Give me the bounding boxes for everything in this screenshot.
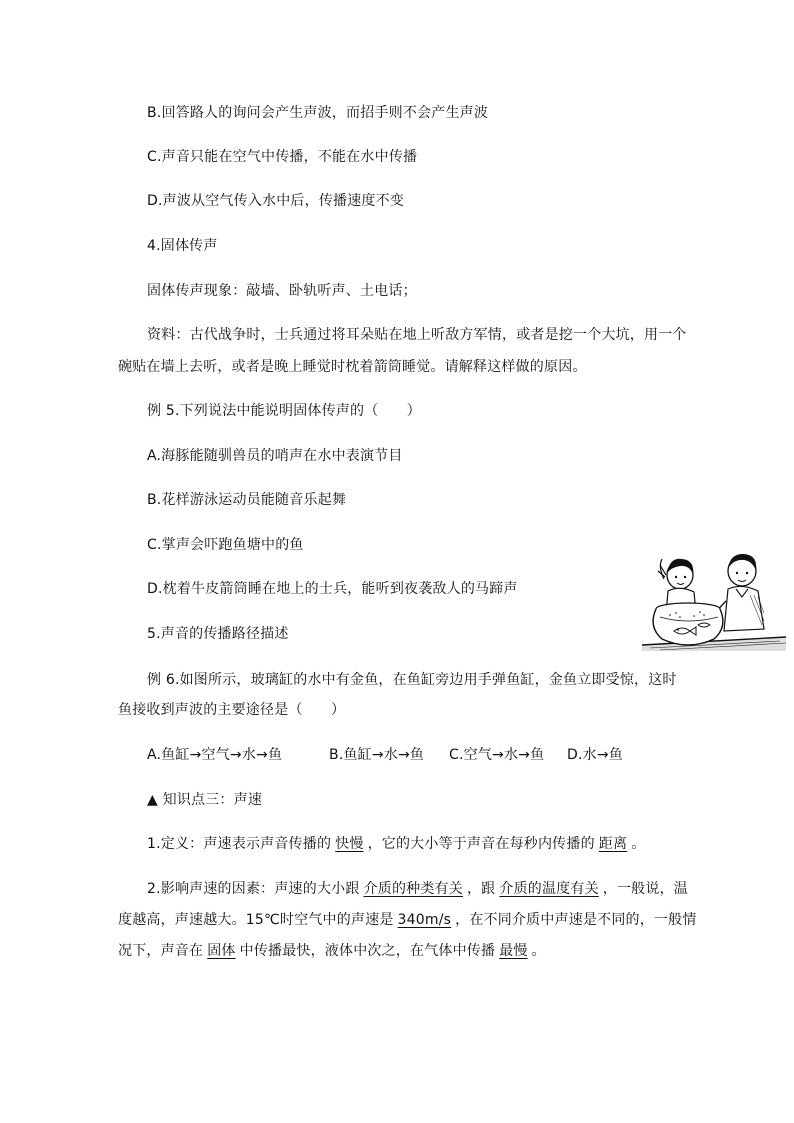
blank-answer-medium-type: 介质的种类有关 [363,881,463,897]
example-5-option-b: B.花样游泳运动员能随音乐起舞 [147,492,347,508]
factors-line-3 [118,941,546,961]
fishbowl [653,603,723,645]
material-line-1: 资料：古代战争时，士兵通过将耳朵贴在地上听敌方军情，或者是挖一个大坑，用一个 [147,327,687,343]
factors-text-1: 2.影响声速的因素：声速的大小跟 [147,881,360,897]
definition-text-2: ，它的大小等于声音在每秒内传播的 [367,836,595,852]
example-6-choice-d: D.水→鱼 [567,747,623,763]
fishbowl-children-illustration [640,545,788,653]
factors-text-6: 况下，声音在 [118,943,204,959]
factors-text-4: 度越高，声速越大。15℃时空气中的声速是 [118,912,394,928]
blank-answer-solid: 固体 [207,943,236,959]
example-5-question: 例 5.下列说法中能说明固体传声的（ ） [147,403,422,419]
factors-line-2 [118,910,697,930]
solid-phenomena-line: 固体传声现象：敲墙、卧轨听声、土电话； [147,283,417,299]
option-b-line: B.回答路人的询问会产生声波，而招手则不会产生声波 [147,105,489,121]
option-d-line: D.声波从空气传入水中后，传播速度不变 [147,193,405,209]
factors-text-8: 。 [531,943,546,959]
blank-answer-340: 340m/s [397,912,452,928]
material-line-2: 碗贴在墙上去听，或者是晚上睡觉时枕着箭筒睡觉。请解释这样做的原因。 [118,359,587,375]
example-6-choice-c: C.空气→水→鱼 [449,747,545,763]
section-heading-path: 5.声音的传播路径描述 [147,626,289,642]
example-6-choice-a: A.鱼缸→空气→水→鱼 [147,747,283,763]
blank-answer-medium-temp: 介质的温度有关 [499,881,599,897]
factors-text-2: ，跟 [466,881,496,897]
definition-text-3: 。 [631,836,646,852]
section-heading-solid: 4.固体传声 [147,238,218,254]
example-6-question-1: 例 6.如图所示，玻璃缸的水中有金鱼，在鱼缸旁边用手弹鱼缸，金鱼立即受惊，这时 [147,672,677,688]
factors-text-5: ，在不同介质中声速是不同的，一般情 [455,912,697,928]
example-5-option-a: A.海豚能随驯兽员的哨声在水中表演节目 [147,448,403,464]
factors-text-7: 中传播最快，液体中次之，在气体中传播 [239,943,496,959]
factors-text-3: ，一般说，温 [602,881,688,897]
example-5-option-c: C.掌声会吓跑鱼塘中的鱼 [147,537,304,553]
example-6-question-2: 鱼接收到声波的主要途径是（ ） [118,702,346,718]
blank-answer-slowest: 最慢 [499,943,528,959]
blank-answer-distance: 距离 [598,836,628,852]
blank-answer-speed: 快慢 [335,836,364,852]
definition-text-1: 1.定义：声速表示声音传播的 [147,836,332,852]
factors-line-1 [147,879,688,899]
example-6-choices [147,745,623,765]
example-6-choice-b: B.鱼缸→水→鱼 [329,747,425,763]
example-5-option-d: D.枕着牛皮箭筒睡在地上的士兵，能听到夜袭敌人的马蹄声 [147,581,518,597]
knowledge-point-heading: ▲ 知识点三：声速 [147,792,263,808]
option-c-line: C.声音只能在空气中传播，不能在水中传播 [147,149,418,165]
definition-line [147,834,645,854]
